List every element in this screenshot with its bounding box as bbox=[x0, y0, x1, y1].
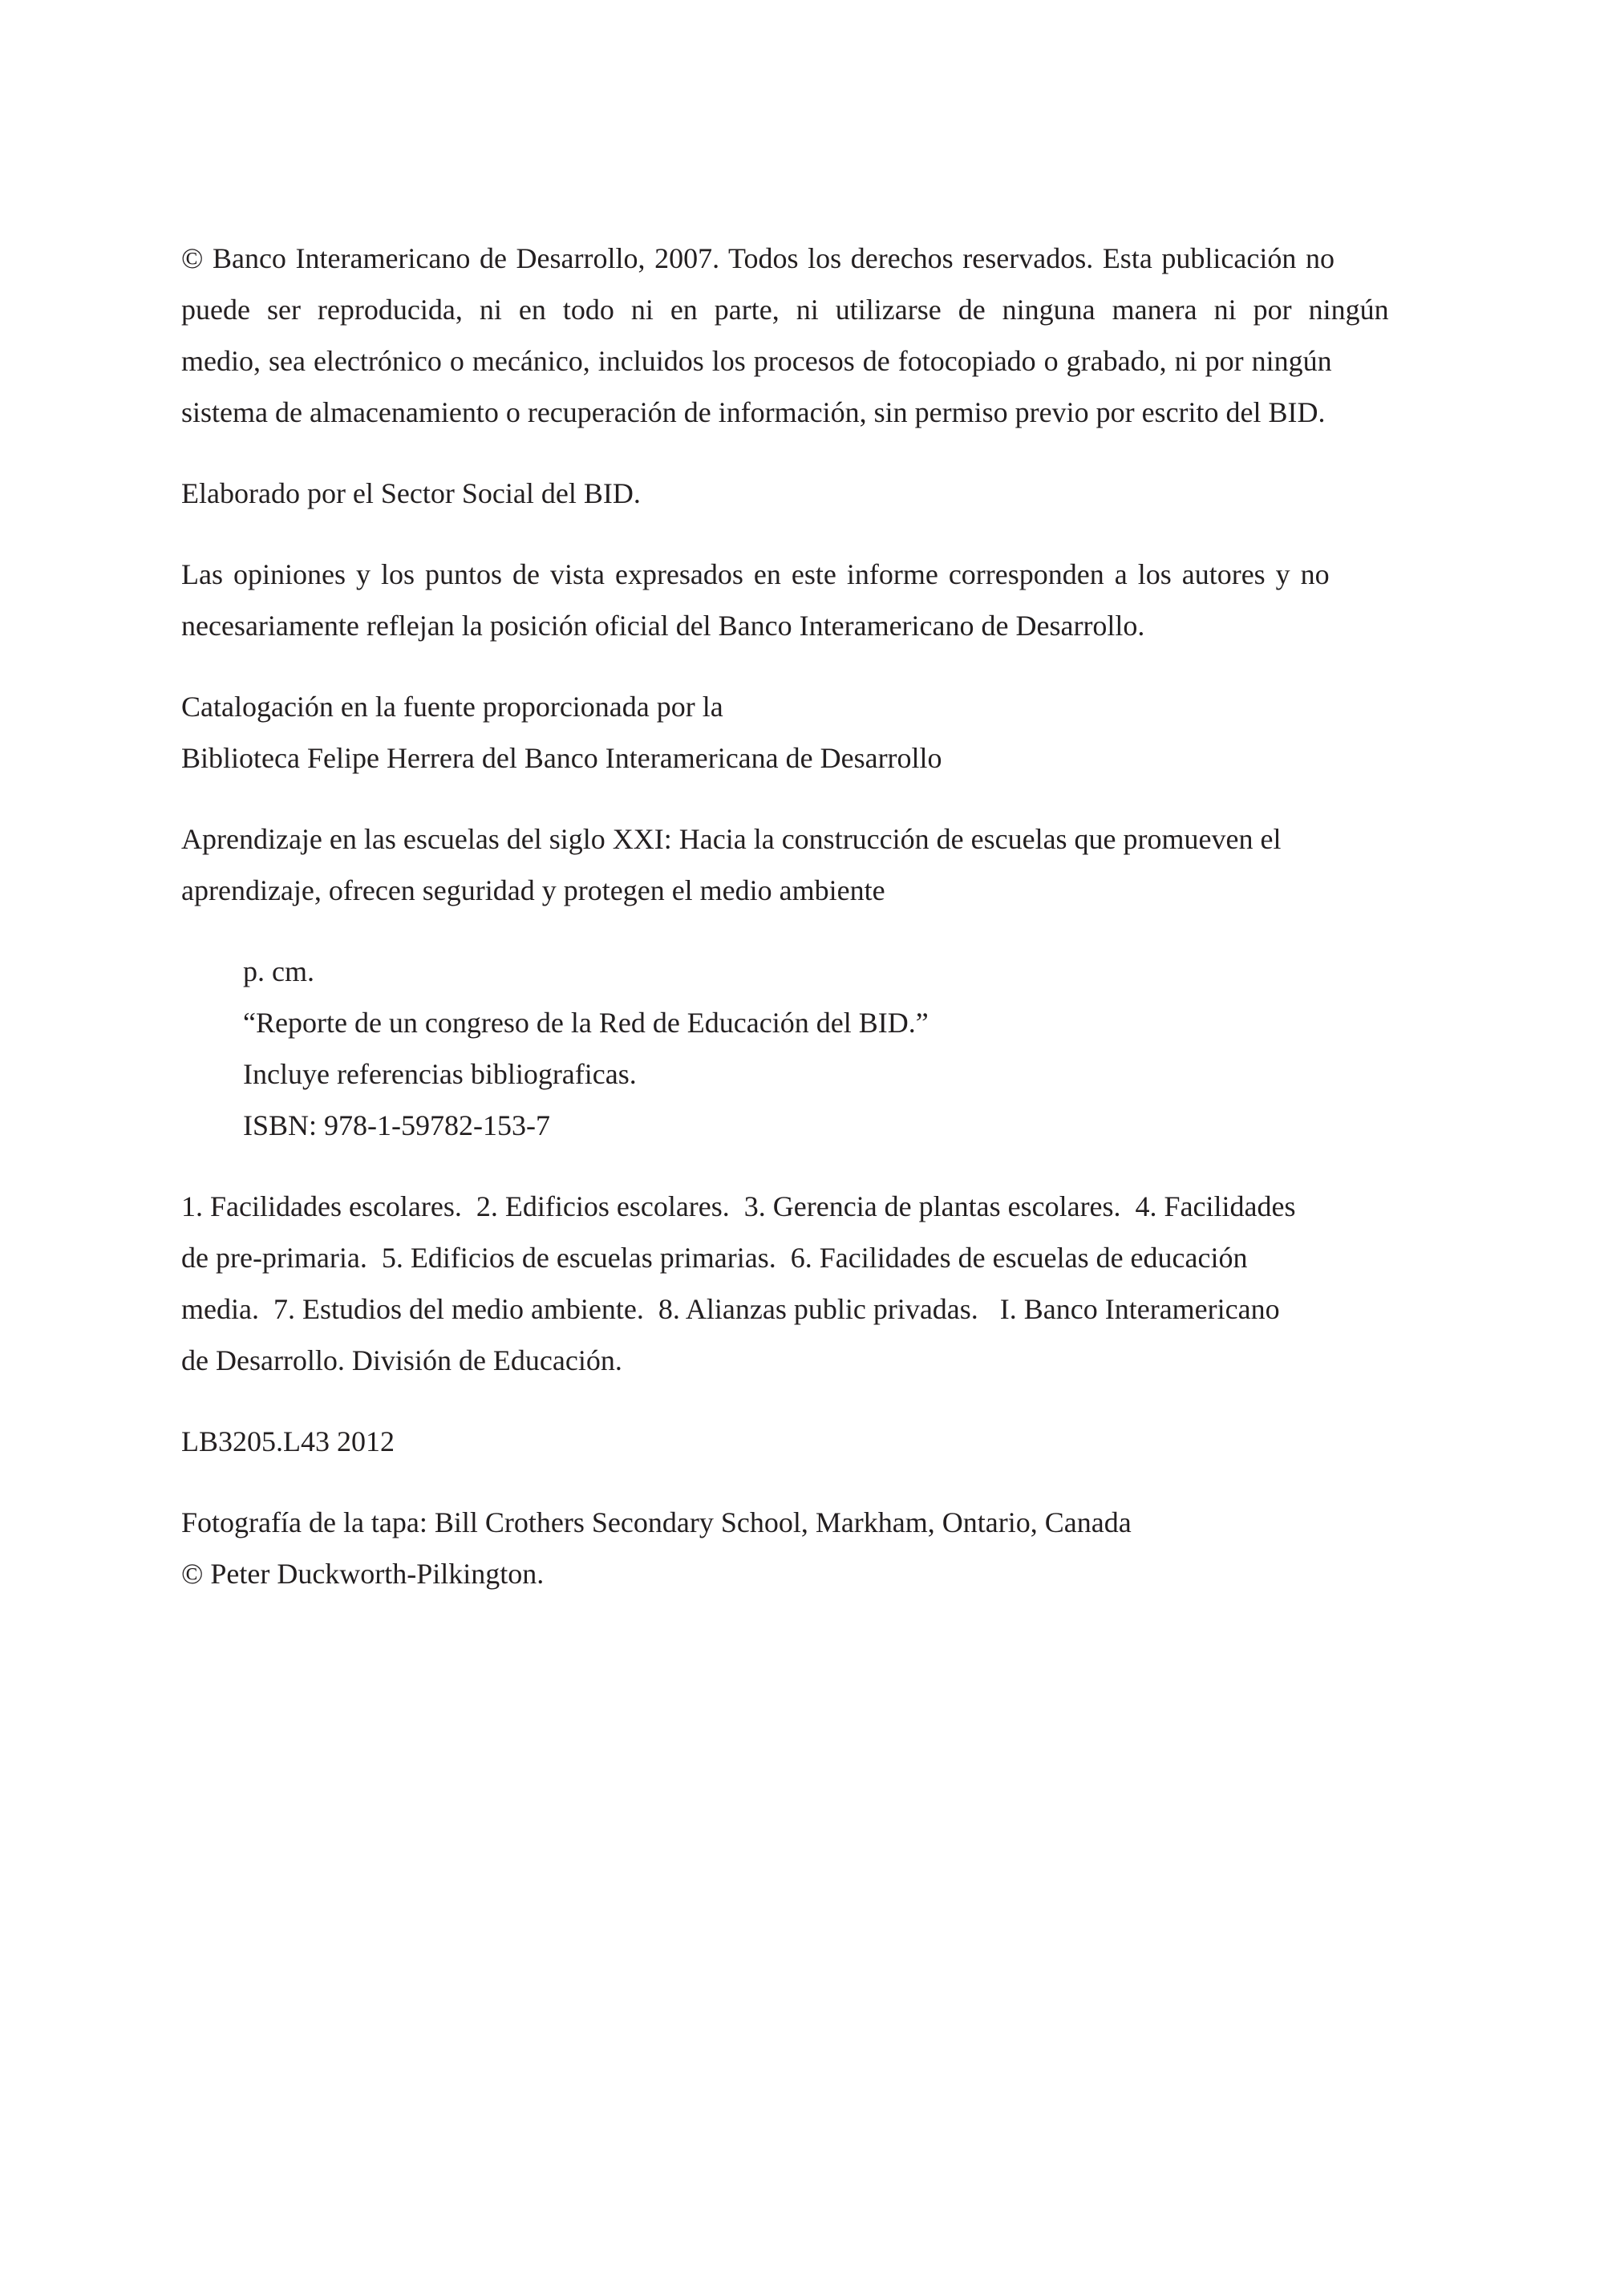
title-line: aprendizaje, ofrecen seguridad y protegen el medio ambiente bbox=[181, 874, 885, 906]
copyright-line: sistema de almacenamiento o recuperación de información, sin permiso previo por escrito del BID. bbox=[181, 396, 1326, 428]
catalog-notes bbox=[243, 946, 1458, 1151]
copyright-page bbox=[181, 233, 1458, 1629]
cataloging-line: Catalogación en la fuente proporcionada por la bbox=[181, 691, 723, 723]
catalog-note: p. cm. bbox=[243, 955, 314, 987]
catalog-note: “Reporte de un congreso de la Red de Educación del BID.” bbox=[243, 1007, 929, 1039]
copyright-line: puede ser reproducida, ni en todo ni en parte, ni utilizarse de ninguna manera ni por ningún bbox=[181, 294, 1389, 326]
call-number-text: LB3205.L43 2012 bbox=[181, 1425, 395, 1457]
title-entry bbox=[181, 813, 1458, 916]
disclaimer-line: Las opiniones y los puntos de vista expresados en este informe corresponden a los autores y no bbox=[181, 558, 1330, 590]
title-line: Aprendizaje en las escuelas del siglo XXI: Hacia la construcción de escuelas que promueven el bbox=[181, 823, 1282, 855]
cataloging-source bbox=[181, 681, 1458, 784]
subject-line: media. 7. Estudios del medio ambiente. 8. Alianzas public privadas. I. Banco Interamericano bbox=[181, 1293, 1280, 1325]
copyright-notice bbox=[181, 233, 1458, 438]
prepared-by-text: Elaborado por el Sector Social del BID. bbox=[181, 477, 641, 509]
subject-line: 1. Facilidades escolares. 2. Edificios escolares. 3. Gerencia de plantas escolares. 4. Facilidades bbox=[181, 1190, 1296, 1222]
cover-photo-line: Fotografía de la tapa: Bill Crothers Secondary School, Markham, Ontario, Canada bbox=[181, 1506, 1132, 1538]
cataloging-line: Biblioteca Felipe Herrera del Banco Interamericana de Desarrollo bbox=[181, 742, 942, 774]
copyright-line: medio, sea electrónico o mecánico, incluidos los procesos de fotocopiado o grabado, ni por ningún bbox=[181, 345, 1332, 377]
subject-line: de pre-primaria. 5. Edificios de escuelas primarias. 6. Facilidades de escuelas de educación bbox=[181, 1242, 1248, 1274]
disclaimer-line: necesariamente reflejan la posición oficial del Banco Interamericano de Desarrollo. bbox=[181, 610, 1145, 642]
cover-photo-credit bbox=[181, 1497, 1458, 1599]
isbn: ISBN: 978-1-59782-153-7 bbox=[243, 1109, 550, 1141]
copyright-line: © Banco Interamericano de Desarrollo, 2007. Todos los derechos reservados. Esta publicación no bbox=[181, 242, 1334, 274]
subject-headings bbox=[181, 1181, 1458, 1386]
call-number bbox=[181, 1416, 1458, 1467]
cover-photo-line: © Peter Duckworth-Pilkington. bbox=[181, 1558, 545, 1590]
subject-line: de Desarrollo. División de Educación. bbox=[181, 1344, 622, 1376]
catalog-note: Incluye referencias bibliograficas. bbox=[243, 1058, 637, 1090]
disclaimer bbox=[181, 549, 1458, 651]
prepared-by bbox=[181, 468, 1458, 519]
